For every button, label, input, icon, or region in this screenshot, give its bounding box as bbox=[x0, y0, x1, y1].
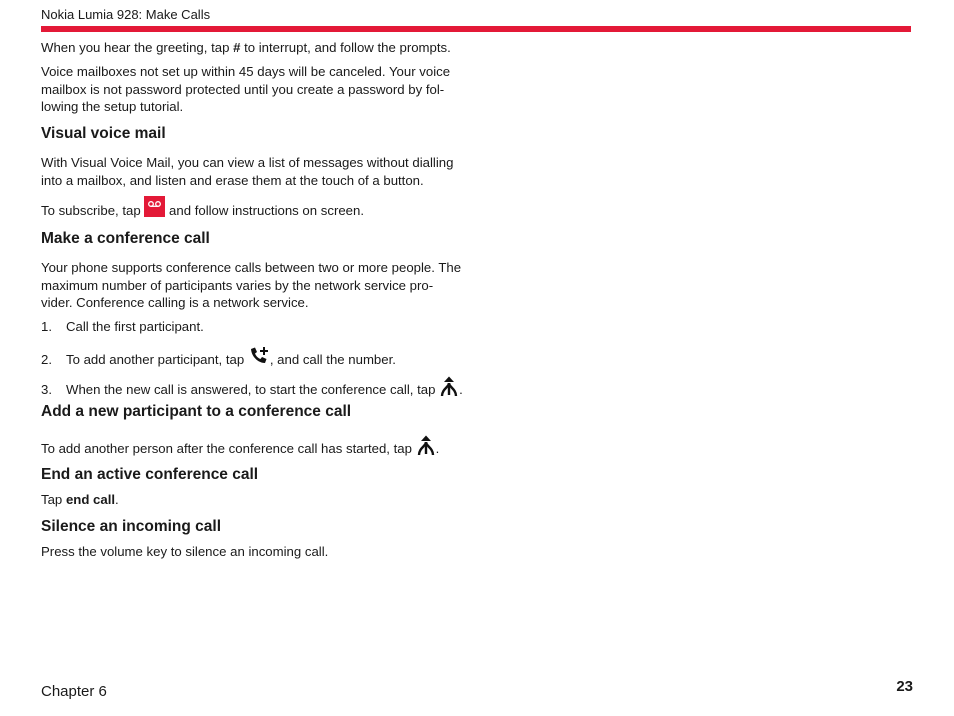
step-number: 3. bbox=[41, 382, 52, 397]
header-rule bbox=[41, 26, 911, 32]
paragraph-line: With Visual Voice Mail, you can view a list of messages without dialling bbox=[41, 155, 454, 170]
intro-paragraph bbox=[41, 63, 481, 116]
merge-call-icon bbox=[439, 375, 459, 401]
paragraph-line: mailbox is not password protected until you create a password by fol- bbox=[41, 81, 445, 97]
end-call-text-after: . bbox=[115, 492, 119, 507]
paragraph-line: lowing the setup tutorial. bbox=[41, 99, 184, 114]
paragraph-line: Your phone supports conference calls between two or more people. The bbox=[41, 260, 462, 275]
subscribe-text-before: To subscribe, tap bbox=[41, 203, 145, 218]
heading-add-participant: Add a new participant to a conference call bbox=[41, 403, 352, 420]
intro-line bbox=[41, 39, 481, 57]
subscribe-text-after: and follow instructions on screen. bbox=[165, 203, 365, 218]
add-participant-line bbox=[41, 434, 501, 461]
paragraph-line: vider. Conference calling is a network service. bbox=[41, 295, 309, 310]
step-text-before: When the new call is answered, to start the conference call, tap bbox=[66, 382, 440, 397]
chapter-label: Chapter 6 bbox=[41, 683, 107, 700]
intro-text-before: When you hear the greeting, tap bbox=[41, 40, 234, 55]
silence-text: Press the volume key to silence an incoming call. bbox=[41, 544, 329, 559]
list-item bbox=[41, 345, 396, 371]
step-number: 1. bbox=[41, 319, 52, 334]
subscribe-line bbox=[41, 196, 481, 220]
list-item bbox=[41, 375, 463, 401]
add-participant-text-after: . bbox=[435, 441, 440, 456]
add-participant-text-before: To add another person after the conference call has started, tap bbox=[41, 441, 416, 456]
hash-key: # bbox=[233, 40, 241, 55]
heading-visual-voicemail: Visual voice mail bbox=[41, 125, 166, 142]
merge-call-icon bbox=[416, 434, 436, 461]
paragraph-line: maximum number of participants varies by the network service pro- bbox=[41, 277, 434, 293]
page-header-title: Nokia Lumia 928: Make Calls bbox=[41, 7, 211, 22]
step-text-before: To add another participant, tap bbox=[66, 352, 248, 367]
step-text-after: . bbox=[459, 382, 463, 397]
heading-end-call: End an active conference call bbox=[41, 466, 259, 483]
visual-voicemail-paragraph bbox=[41, 154, 481, 189]
step-text: Call the first participant. bbox=[66, 319, 204, 334]
end-call-line bbox=[41, 491, 481, 509]
step-number: 2. bbox=[41, 352, 52, 367]
paragraph-line: into a mailbox, and listen and erase them at the touch of a button. bbox=[41, 172, 424, 188]
intro-text-after: to interrupt, and follow the prompts. bbox=[240, 40, 451, 55]
heading-silence: Silence an incoming call bbox=[41, 518, 222, 535]
add-call-icon bbox=[248, 345, 270, 371]
end-call-label: end call bbox=[65, 492, 116, 507]
voicemail-icon bbox=[144, 196, 165, 217]
paragraph-line: Voice mailboxes not set up within 45 days will be canceled. Your voice bbox=[41, 64, 451, 79]
list-item bbox=[41, 318, 204, 335]
page-number: 23 bbox=[896, 678, 913, 695]
heading-conference-call: Make a conference call bbox=[41, 230, 210, 247]
step-text-after: , and call the number. bbox=[269, 352, 396, 367]
conference-paragraph bbox=[41, 259, 481, 312]
end-call-text-before: Tap bbox=[41, 492, 66, 507]
